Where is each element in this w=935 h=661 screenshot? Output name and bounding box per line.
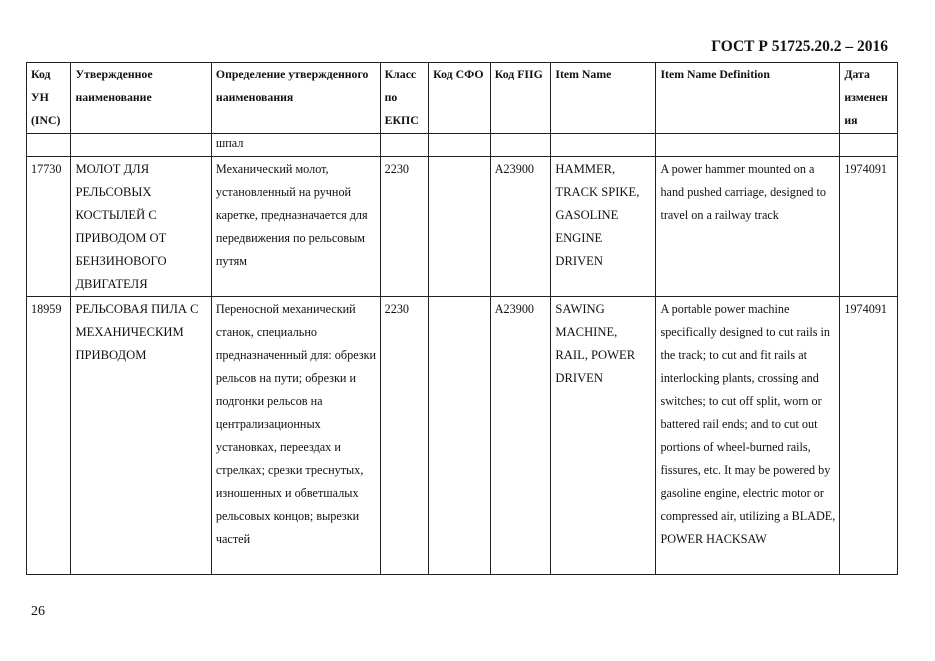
- table-row-continuation: [27, 134, 898, 157]
- page-number: 26: [31, 604, 45, 619]
- column-header-inc: Код УН (INC): [27, 63, 71, 134]
- cell-date: 1974091: [840, 157, 898, 297]
- cell-fiig: A23900: [490, 297, 551, 575]
- cell-inc: 17730: [27, 157, 71, 297]
- cell-empty: [27, 134, 71, 157]
- cell-item-name: HAMMER, TRACK SPIKE, GASOLINE ENGINE DRIVEN: [551, 157, 656, 297]
- column-header-fiig: Код FIIG: [490, 63, 551, 134]
- column-header-item-definition: Item Name Definition: [656, 63, 840, 134]
- column-header-class: Класс по ЕКПС: [380, 63, 429, 134]
- cell-date: 1974091: [840, 297, 898, 575]
- cell-empty: [380, 134, 429, 157]
- cell-name: РЕЛЬСОВАЯ ПИЛА С МЕХАНИЧЕСКИМ ПРИВОДОМ: [71, 297, 211, 575]
- cell-sfo: [429, 157, 491, 297]
- cell-empty: [840, 134, 898, 157]
- document-title: ГОСТ Р 51725.20.2 – 2016: [711, 38, 888, 55]
- cell-class: 2230: [380, 297, 429, 575]
- cell-item-name: SAWING MACHINE, RAIL, POWER DRIVEN: [551, 297, 656, 575]
- column-header-sfo: Код СФО: [429, 63, 491, 134]
- cell-class: 2230: [380, 157, 429, 297]
- cell-inc: 18959: [27, 297, 71, 575]
- cell-name: МОЛОТ ДЛЯ РЕЛЬСОВЫХ КОСТЫЛЕЙ С ПРИВОДОМ ОТ БЕНЗИНОВОГО ДВИГАТЕЛЯ: [71, 157, 211, 297]
- column-header-definition: Определение утвержденного наименования: [211, 63, 380, 134]
- table-header-row: [27, 63, 898, 134]
- column-header-name: Утвержденное наименование: [71, 63, 211, 134]
- catalog-table: [26, 62, 898, 575]
- cell-item-definition: A power hammer mounted on a hand pushed carriage, designed to travel on a railway track: [656, 157, 840, 297]
- cell-definition-continued: шпал: [211, 134, 380, 157]
- table-container: [26, 62, 898, 584]
- table-row: [27, 297, 898, 575]
- cell-empty: [71, 134, 211, 157]
- cell-empty: [490, 134, 551, 157]
- cell-empty: [429, 134, 491, 157]
- cell-definition: Переносной механический станок, специально предназначенный для: обрезки рельсов на пути; обрезки и подгонки рельсов на централизационных установках, переездах и стрелках; срезки треснутых, изношенных и обветшалых рельсовых концов; вырезки частей: [211, 297, 380, 575]
- cell-fiig: A23900: [490, 157, 551, 297]
- cell-definition: Механический молот, установленный на ручной каретке, предназначается для передвижения по рельсовым путям: [211, 157, 380, 297]
- cell-empty: [551, 134, 656, 157]
- column-header-item-name: Item Name: [551, 63, 656, 134]
- table-row: [27, 157, 898, 297]
- cell-empty: [656, 134, 840, 157]
- cell-item-definition: A portable power machine specifically designed to cut rails in the track; to cut and fit rails at interlocking plants, crossing and switches; to cut off split, worn or battered rail ends; and to cut out portions of wheel-burned rails, fissures, etc. It may be powered by gasoline engine, electric motor or compressed air, utilizing a BLADE, POWER HACKSAW: [656, 297, 840, 575]
- cell-sfo: [429, 297, 491, 575]
- column-header-date: Дата изменен ия: [840, 63, 898, 134]
